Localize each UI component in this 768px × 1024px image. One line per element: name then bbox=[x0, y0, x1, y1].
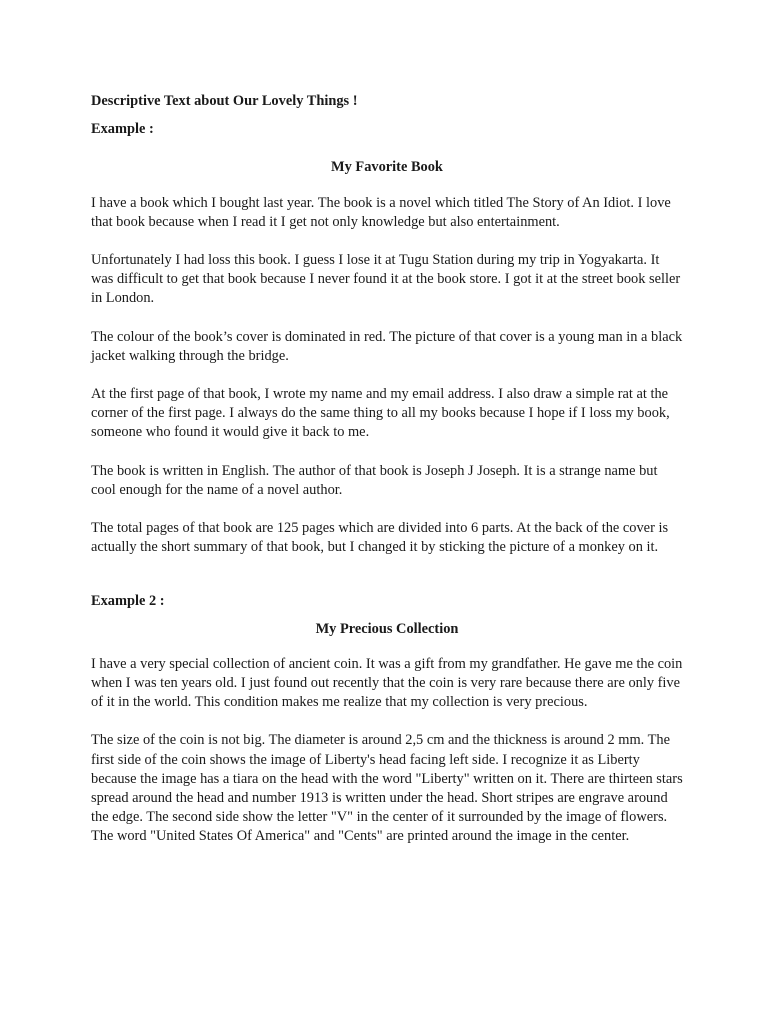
example-1-paragraph: The colour of the book’s cover is dominated in red. The picture of that cover is a young man in a black jacket walking through the bridge. bbox=[91, 328, 683, 364]
example-1-paragraph: At the first page of that book, I wrote my name and my email address. I also draw a simple rat at the corner of the first page. I always do the same thing to all my books because I hope if I loss my book, someone who found it would give it back to me. bbox=[91, 386, 670, 441]
example-2-label: Example 2 : bbox=[91, 593, 165, 610]
example-1-paragraph: The total pages of that book are 125 pages which are divided into 6 parts. At the back of the cover is actually the short summary of that book, but I changed it by sticking the picture of a monkey on it. bbox=[91, 520, 669, 556]
example-2 bbox=[91, 592, 683, 846]
example-1-paragraph: I have a book which I bought last year. The book is a novel which titled The Story of An Idiot. I love that book because when I read it I get not only knowledge but also entertainment. bbox=[91, 194, 671, 230]
example-2-heading: My Precious Collection bbox=[315, 620, 459, 637]
document-title: Descriptive Text about Our Lovely Things ! bbox=[91, 93, 358, 109]
document-page bbox=[91, 92, 683, 866]
example-2-paragraph: The size of the coin is not big. The diameter is around 2,5 cm and the thickness is around 2 mm. The first side of the coin shows the image of Liberty's head facing left side. I recognize it as Liberty because the image has a tiara on the head with the word "Liberty" written on it. There are thirteen stars spread around the head and number 1913 is written under the head. Short stripes are engrave around the edge. The second side show the letter "V" in the center of it surrounded by the image of flowers. The word "United States Of America" and "Cents" are printed around the image in the center. bbox=[91, 732, 683, 845]
example-1-paragraph: Unfortunately I had loss this book. I guess I lose it at Tugu Station during my trip in Yogyakarta. It was difficult to get that book because I never found it at the book store. I got it at the street book seller in London. bbox=[91, 252, 681, 307]
example-2-paragraph: I have a very special collection of ancient coin. It was a gift from my grandfather. He gave me the coin when I was ten years old. I just found out recently that the coin is very rare because there are only five of it in the world. This condition makes me realize that my collection is very precious. bbox=[91, 655, 683, 711]
example-1 bbox=[91, 120, 683, 557]
example-1-heading: My Favorite Book bbox=[331, 159, 443, 176]
example-1-paragraph: The book is written in English. The author of that book is Joseph J Joseph. It is a strange name but cool enough for the name of a novel author. bbox=[91, 462, 658, 498]
example-1-label: Example : bbox=[91, 121, 154, 138]
